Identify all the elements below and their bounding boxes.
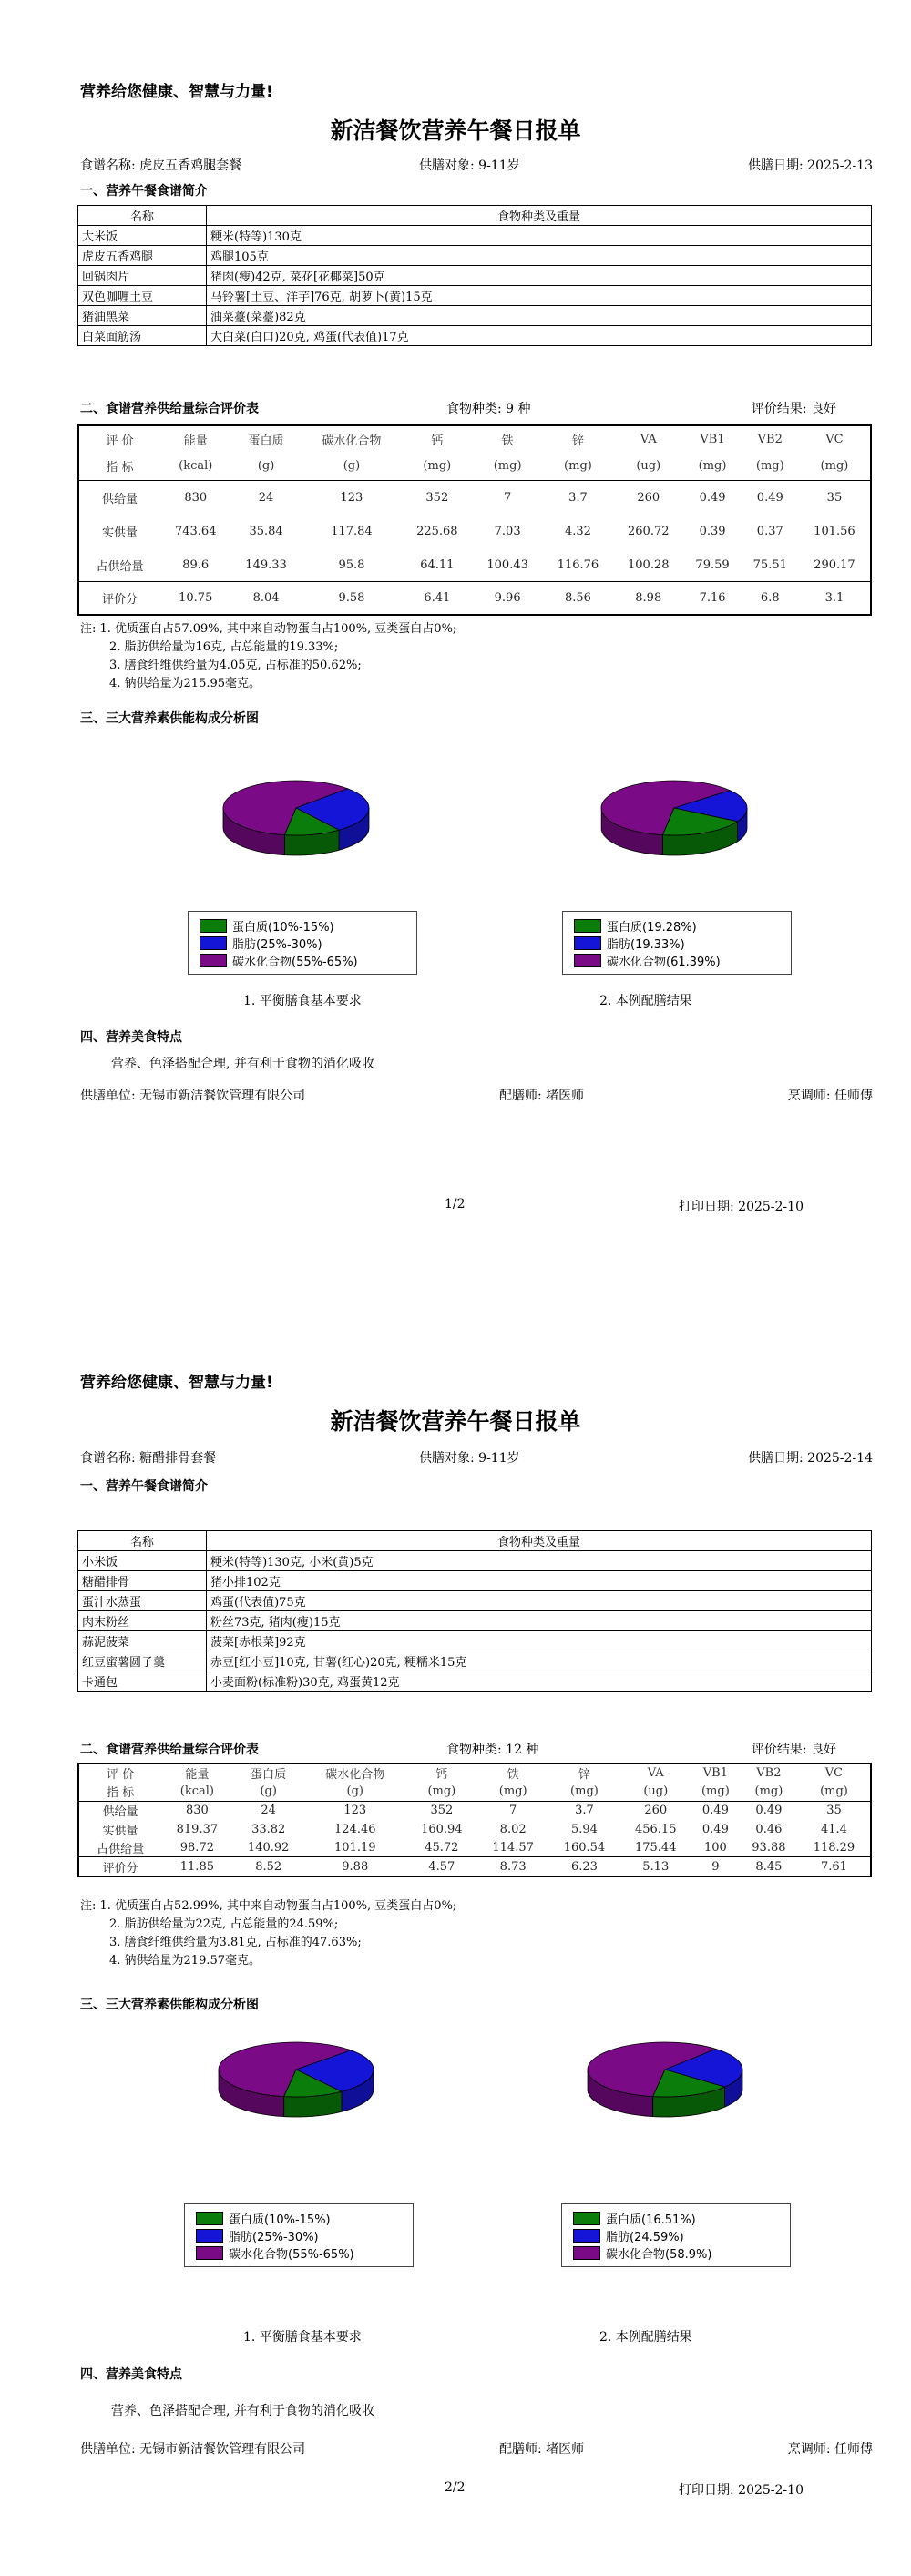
nutrition-table	[77, 424, 872, 616]
nutrition-cell: 100.43	[486, 557, 528, 572]
nutrition-unit-cell: (mg)	[820, 1784, 848, 1799]
nutrition-cell: 95.8	[338, 557, 365, 572]
nutrition-cell: 123	[304, 1801, 406, 1820]
nutrition-cell: 24	[230, 480, 301, 516]
print-date: 打印日期: 2025-2-10	[679, 2483, 804, 2498]
nutrition-header-cell: 评 价	[107, 1768, 135, 1783]
nutrition-cell: 实供量	[102, 1824, 138, 1838]
nutrition-table	[77, 1763, 872, 1877]
dish-ingredients: 大白菜(白口)20克, 鸡蛋(代表值)17克	[207, 326, 872, 346]
chef: 烹调师: 任师傅	[787, 2442, 873, 2457]
menu-table	[77, 1530, 872, 1692]
legend-label: 脂肪(25%-30%)	[229, 2231, 319, 2244]
nutrition-unit-row	[78, 453, 871, 480]
nutrition-cell: 114.57	[492, 1840, 534, 1855]
nutrition-cell: 100.28	[628, 557, 670, 572]
nutrition-header-cell: VA	[640, 433, 657, 446]
legend-standard	[184, 2203, 414, 2267]
menu-row	[78, 266, 872, 286]
nutrition-cell: 6.41	[402, 582, 472, 615]
dish-name: 虎皮五香鸡腿	[78, 246, 207, 266]
legend-swatch-fat	[574, 936, 601, 950]
nutrition-header-cell: VA	[647, 1766, 664, 1781]
note-line: 2. 脂肪供给量为22克, 占总能量的24.59%;	[109, 1917, 339, 1931]
nutrition-row-actual	[78, 516, 871, 548]
nutrition-cell: 290.17	[814, 557, 855, 572]
nutrition-cell: 260	[620, 1801, 691, 1820]
dish-name: 肉末粉丝	[78, 1611, 207, 1631]
note-line: 2. 脂肪供给量为16克, 占总能量的19.33%;	[109, 640, 339, 654]
nutrition-cell: 占供给量	[97, 1842, 145, 1856]
nutrition-cell: 占供给量	[96, 559, 144, 574]
nutrition-cell: 9.58	[302, 582, 402, 615]
feature-text: 营养、色泽搭配合理, 并有利于食物的消化吸收	[111, 1057, 374, 1071]
section-evaluation-title: 二、食谱营养供给量综合评价表	[80, 1743, 259, 1757]
nutrition-unit-cell: (mg)	[701, 1784, 730, 1799]
dish-name: 糖醋排骨	[78, 1571, 207, 1591]
serve-date: 供膳日期: 2025-2-14	[748, 1451, 873, 1466]
legend-swatch-carb	[574, 954, 601, 967]
legend-standard	[188, 911, 417, 975]
legend-swatch-fat	[196, 2229, 223, 2243]
legend-item	[573, 2244, 712, 2262]
dish-name: 红豆蜜薯圆子羹	[78, 1651, 207, 1671]
nutrition-cell: 830	[160, 480, 230, 516]
note-line: 4. 钠供给量为219.57毫克。	[109, 1954, 261, 1968]
legend-label: 脂肪(24.59%)	[606, 2231, 684, 2244]
section-feature-title: 四、营养美食特点	[80, 1030, 182, 1045]
menu-row	[78, 1551, 872, 1571]
nutrition-header-cell: VB1	[700, 433, 725, 446]
report-page-2	[0, 1312, 911, 2576]
nutrition-header-cell: VC	[825, 433, 844, 446]
nutrition-cell: 116.76	[557, 557, 599, 572]
dish-name: 卡通包	[78, 1671, 207, 1692]
nutrition-cell: 7.61	[798, 1857, 871, 1876]
legend-item	[574, 935, 685, 952]
nutrition-cell: 3.7	[548, 1801, 619, 1820]
nutrition-cell: 3.1	[799, 582, 871, 615]
nutrition-cell: 24	[233, 1801, 304, 1820]
nutrition-header-cell: 铁	[501, 434, 514, 448]
pie-chart-standard	[200, 2022, 392, 2141]
nutrition-cell: 225.68	[416, 525, 458, 539]
nutrition-cell: 7.16	[683, 582, 741, 615]
nutrition-row-score	[78, 582, 871, 615]
nutrition-unit-row	[78, 1783, 871, 1802]
nutrition-cell: 45.72	[425, 1840, 459, 1855]
nutrition-cell: 5.13	[620, 1857, 691, 1876]
report-title: 新洁餐饮营养午餐日报单	[330, 1408, 581, 1435]
nutrition-header-cell: VB1	[702, 1766, 728, 1781]
dish-ingredients: 鸡腿105克	[207, 246, 872, 266]
legend-swatch-carb	[196, 2246, 223, 2260]
nutrition-cell: 6.23	[548, 1857, 619, 1876]
nutrition-header-cell: 蛋白质	[248, 434, 284, 448]
target-group: 供膳对象: 9-11岁	[419, 158, 520, 173]
dish-name: 回锅肉片	[78, 266, 207, 286]
nutrition-row-percent	[78, 548, 871, 581]
legend-item	[574, 917, 697, 935]
dish-ingredients: 油菜薹(菜薹)82克	[207, 306, 872, 326]
nutrition-cell: 101.56	[814, 525, 855, 539]
nutrition-cell: 0.49	[742, 480, 799, 516]
note-line: 4. 钠供给量为215.95毫克。	[109, 677, 261, 690]
nutrition-unit-cell: (mg)	[698, 459, 727, 474]
nutrition-cell: 0.37	[756, 525, 783, 539]
nutrition-header-cell: 碳水化合物	[322, 434, 382, 448]
chef: 烹调师: 任师傅	[787, 1089, 873, 1103]
legend-item	[196, 2210, 331, 2227]
nutrition-header-cell: 锌	[571, 434, 584, 448]
slogan: 营养给您健康、智慧与力量!	[80, 1374, 273, 1392]
nutrition-header-cell: VB2	[757, 433, 783, 446]
nutrition-unit-cell: (mg)	[755, 459, 784, 474]
dish-name: 蒜泥菠菜	[78, 1631, 207, 1651]
nutrition-unit-cell: (mg)	[423, 459, 452, 474]
nutrition-cell: 9.96	[472, 582, 542, 615]
nutrition-cell: 0.49	[701, 1822, 729, 1836]
nutrition-unit-cell: (ug)	[636, 459, 661, 474]
nutrition-cell: 123	[302, 480, 402, 516]
legend-label: 碳水化合物(58.9%)	[606, 2248, 712, 2262]
section-feature-title: 四、营养美食特点	[80, 2367, 182, 2382]
nutrition-header-row	[78, 1763, 871, 1783]
nutrition-row-supply	[78, 1801, 871, 1820]
menu-header-row	[78, 206, 872, 226]
chart-caption-actual: 2. 本例配膳结果	[599, 994, 692, 1008]
nutrition-unit-cell: (kcal)	[179, 459, 213, 474]
nutrition-cell: 75.51	[752, 557, 787, 572]
legend-label: 碳水化合物(61.39%)	[607, 956, 721, 969]
dietitian: 配膳师: 堵医师	[499, 1089, 585, 1103]
nutrition-header-cell: 锌	[578, 1768, 590, 1783]
dish-ingredients: 鸡蛋(代表值)75克	[207, 1591, 872, 1611]
nutrition-cell: 8.98	[613, 582, 683, 615]
menu-table	[77, 205, 872, 346]
nutrition-cell: 830	[161, 1801, 232, 1820]
legend-actual	[561, 2203, 791, 2267]
serve-date: 供膳日期: 2025-2-13	[748, 158, 873, 173]
nutrition-cell: 352	[406, 1801, 477, 1820]
chart-caption-standard: 1. 平衡膳食基本要求	[243, 994, 362, 1008]
legend-label: 碳水化合物(55%-65%)	[232, 956, 358, 969]
legend-item	[573, 2227, 684, 2242]
nutrition-header-cell: 能量	[183, 434, 208, 448]
nutrition-cell: 160.94	[421, 1822, 463, 1836]
dish-ingredients: 粳米(特等)130克	[207, 226, 872, 246]
dish-ingredients: 粉丝73克, 猪肉(瘦)15克	[207, 1611, 872, 1631]
dietitian: 配膳师: 堵医师	[499, 2442, 585, 2457]
nutrition-row-score	[78, 1857, 871, 1876]
nutrition-header-cell: 评 价	[106, 434, 134, 448]
menu-row	[78, 326, 872, 346]
nutrition-cell: 260	[613, 480, 683, 516]
nutrition-cell: 175.44	[634, 1840, 677, 1855]
target-group: 供膳对象: 9-11岁	[419, 1451, 520, 1466]
food-type-count: 食物种类: 9 种	[446, 402, 531, 416]
nutrition-unit-cell: 指 标	[106, 461, 134, 475]
nutrition-cell: 352	[402, 480, 472, 516]
nutrition-header-cell: 碳水化合物	[325, 1768, 385, 1783]
evaluation-result: 评价结果: 良好	[751, 402, 836, 416]
nutrition-cell: 8.45	[740, 1857, 798, 1876]
legend-label: 脂肪(19.33%)	[607, 938, 685, 952]
nutrition-cell: 100	[703, 1840, 727, 1855]
menu-row	[78, 1651, 872, 1671]
legend-swatch-carb	[200, 954, 227, 967]
section-chart-title: 三、三大营养素供能构成分析图	[80, 711, 259, 726]
nutrition-cell: 93.88	[752, 1840, 786, 1855]
supplier-unit: 供膳单位: 无锡市新洁餐饮管理有限公司	[80, 2442, 306, 2457]
nutrition-cell: 33.82	[251, 1822, 286, 1836]
nutrition-cell: 6.8	[742, 582, 799, 615]
legend-label: 蛋白质(16.51%)	[606, 2213, 696, 2227]
supplier-unit: 供膳单位: 无锡市新洁餐饮管理有限公司	[80, 1089, 306, 1103]
nutrition-cell: 7	[477, 1801, 548, 1820]
nutrition-row-supply	[78, 480, 871, 516]
nutrition-unit-cell: (g)	[346, 1784, 363, 1799]
legend-actual	[562, 911, 792, 975]
nutrition-cell: 79.59	[695, 557, 730, 572]
nutrition-cell: 35	[799, 480, 871, 516]
note-line: 注: 1. 优质蛋白占57.09%, 其中来自动物蛋白占100%, 豆类蛋白占0%;	[80, 622, 457, 636]
nutrition-cell: 101.19	[334, 1840, 376, 1855]
pie-chart-actual	[569, 2022, 761, 2141]
menu-row	[78, 306, 872, 326]
menu-row	[78, 246, 872, 266]
dish-ingredients: 猪小排102克	[207, 1571, 872, 1591]
menu-row	[78, 286, 872, 306]
note-line: 注: 1. 优质蛋白占52.99%, 其中来自动物蛋白占100%, 豆类蛋白占0%;	[80, 1899, 457, 1913]
evaluation-result: 评价结果: 良好	[751, 1743, 836, 1757]
legend-item	[196, 2244, 354, 2262]
legend-swatch-fat	[573, 2229, 600, 2243]
page-number: 1/2	[445, 1197, 466, 1211]
nutrition-cell: 35.84	[249, 525, 283, 539]
nutrition-unit-cell: (kcal)	[179, 1784, 214, 1799]
nutrition-row-actual	[78, 1820, 871, 1839]
nutrition-unit-cell: (mg)	[570, 1784, 599, 1799]
nutrition-unit-cell: 指 标	[107, 1786, 135, 1801]
report-title: 新洁餐饮营养午餐日报单	[330, 118, 581, 144]
nutrition-header-cell: 铁	[507, 1768, 519, 1783]
note-line: 3. 膳食纤维供给量为3.81克, 占标准的47.63%;	[109, 1936, 362, 1949]
nutrition-cell: 8.52	[233, 1857, 304, 1876]
legend-swatch-protein	[574, 919, 601, 933]
nutrition-unit-cell: (mg)	[820, 459, 849, 474]
menu-row	[78, 226, 872, 246]
legend-item	[200, 952, 358, 969]
nutrition-cell: 实供量	[102, 526, 138, 541]
nutrition-cell: 0.49	[740, 1801, 798, 1820]
nutrition-cell: 98.72	[179, 1840, 214, 1855]
legend-swatch-protein	[196, 2212, 223, 2225]
slogan: 营养给您健康、智慧与力量!	[80, 83, 273, 101]
dish-name: 猪油黑菜	[78, 306, 207, 326]
nutrition-cell: 4.57	[406, 1857, 477, 1876]
dish-name: 大米饭	[78, 226, 207, 246]
nutrition-unit-cell: (g)	[257, 459, 275, 474]
legend-label: 蛋白质(19.28%)	[607, 921, 697, 935]
nutrition-cell: 743.64	[174, 525, 217, 539]
nutrition-cell: 评价分	[78, 582, 160, 615]
menu-row	[78, 1571, 872, 1591]
nutrition-header-cell: 蛋白质	[251, 1768, 287, 1783]
nutrition-cell: 35	[798, 1801, 871, 1820]
nutrition-unit-cell: (g)	[260, 1784, 277, 1799]
nutrition-cell: 819.37	[176, 1822, 219, 1836]
menu-row	[78, 1671, 872, 1692]
nutrition-header-row	[78, 425, 871, 453]
notes	[80, 620, 456, 693]
nutrition-unit-cell: (ug)	[643, 1784, 669, 1799]
dish-ingredients: 赤豆[红小豆]10克, 甘薯(红心)20克, 粳糯米15克	[207, 1651, 872, 1671]
nutrition-cell: 7.03	[494, 525, 521, 539]
nutrition-unit-cell: (mg)	[493, 459, 522, 474]
pie-chart-standard	[205, 761, 387, 879]
legend-label: 蛋白质(10%-15%)	[232, 921, 334, 935]
legend-label: 脂肪(25%-30%)	[232, 938, 322, 952]
nutrition-unit-cell: (mg)	[754, 1784, 783, 1799]
nutrition-cell: 160.54	[563, 1840, 606, 1855]
dish-name: 双色咖喱土豆	[78, 286, 207, 306]
section-evaluation-title: 二、食谱营养供给量综合评价表	[80, 402, 259, 416]
nutrition-cell: 118.29	[813, 1840, 855, 1855]
menu-row	[78, 1591, 872, 1611]
nutrition-cell: 3.7	[543, 480, 613, 516]
nutrition-cell: 0.39	[699, 525, 726, 539]
dish-name: 蛋汁水蒸蛋	[78, 1591, 207, 1611]
section-menu-title: 一、营养午餐食谱简介	[80, 1479, 208, 1494]
nutrition-unit-cell: (mg)	[498, 1784, 527, 1799]
nutrition-cell: 供给量	[78, 1801, 161, 1820]
dish-ingredients: 菠菜[赤根菜]92克	[207, 1631, 872, 1651]
nutrition-cell: 5.94	[570, 1822, 598, 1836]
nutrition-header-cell: 钙	[431, 434, 444, 448]
legend-item	[196, 2227, 319, 2242]
nutrition-cell: 0.49	[691, 1801, 740, 1820]
nutrition-cell: 8.73	[477, 1857, 548, 1876]
nutrition-header-cell: 能量	[185, 1768, 210, 1783]
legend-item	[574, 952, 721, 969]
legend-label: 碳水化合物(55%-65%)	[229, 2248, 354, 2262]
menu-row	[78, 1631, 872, 1651]
nutrition-cell: 456.15	[634, 1822, 677, 1836]
nutrition-cell: 供给量	[78, 480, 160, 516]
dish-ingredients: 小麦面粉(标准粉)30克, 鸡蛋黄12克	[207, 1671, 872, 1692]
nutrition-header-cell: 钙	[435, 1768, 448, 1783]
dish-name: 小米饭	[78, 1551, 207, 1571]
dish-ingredients: 马铃薯[土豆、洋芋]76克, 胡萝卜(黄)15克	[207, 286, 872, 306]
nutrition-cell: 89.6	[182, 557, 210, 572]
legend-item	[200, 935, 322, 952]
menu-header-ingredients: 食物种类及重量	[207, 1531, 872, 1551]
nutrition-cell: 11.85	[161, 1857, 232, 1876]
nutrition-header-cell: VB2	[756, 1766, 782, 1781]
menu-row	[78, 1611, 872, 1631]
pie-chart-actual	[583, 761, 765, 879]
nutrition-cell: 0.49	[683, 480, 741, 516]
nutrition-cell: 8.02	[499, 1822, 527, 1836]
chart-caption-actual: 2. 本例配膳结果	[599, 2330, 692, 2345]
nutrition-cell: 64.11	[420, 557, 455, 572]
recipe-name: 食谱名称: 虎皮五香鸡腿套餐	[80, 158, 242, 173]
nutrition-cell: 41.4	[820, 1822, 847, 1836]
dish-ingredients: 粳米(特等)130克, 小米(黄)5克	[207, 1551, 872, 1571]
nutrition-cell: 9	[691, 1857, 740, 1876]
recipe-name: 食谱名称: 糖醋排骨套餐	[80, 1451, 217, 1466]
nutrition-cell: 0.46	[755, 1822, 783, 1836]
feature-text: 营养、色泽搭配合理, 并有利于食物的消化吸收	[111, 2404, 374, 2418]
menu-header-name: 名称	[78, 206, 207, 226]
legend-swatch-fat	[200, 936, 227, 950]
legend-item	[200, 917, 334, 935]
nutrition-unit-cell: (g)	[343, 459, 361, 474]
note-line: 3. 膳食纤维供给量为4.05克, 占标准的50.62%;	[109, 659, 362, 672]
menu-header-ingredients: 食物种类及重量	[207, 206, 872, 226]
nutrition-cell: 7	[472, 480, 542, 516]
nutrition-cell: 140.92	[247, 1840, 290, 1855]
nutrition-cell: 124.46	[334, 1822, 376, 1836]
nutrition-cell: 260.72	[628, 525, 670, 539]
nutrition-cell: 4.32	[564, 525, 591, 539]
print-date: 打印日期: 2025-2-10	[679, 1200, 804, 1214]
nutrition-row-percent	[78, 1838, 871, 1857]
page-number: 2/2	[445, 2480, 466, 2495]
section-menu-title: 一、营养午餐食谱简介	[80, 184, 208, 199]
dish-name: 白菜面筋汤	[78, 326, 207, 346]
dish-ingredients: 猪肉(瘦)42克, 菜花[花椰菜]50克	[207, 266, 872, 286]
legend-swatch-carb	[573, 2246, 600, 2260]
nutrition-cell: 评价分	[78, 1857, 161, 1876]
menu-header-row	[78, 1531, 872, 1551]
legend-label: 蛋白质(10%-15%)	[229, 2213, 331, 2227]
menu-header-name: 名称	[78, 1531, 207, 1551]
nutrition-cell: 149.33	[245, 557, 287, 572]
food-type-count: 食物种类: 12 种	[446, 1743, 539, 1757]
nutrition-unit-cell: (mg)	[427, 1784, 456, 1799]
notes	[80, 1897, 456, 1970]
nutrition-header-cell: VC	[824, 1766, 844, 1781]
chart-caption-standard: 1. 平衡膳食基本要求	[243, 2330, 362, 2345]
nutrition-cell: 10.75	[160, 582, 230, 615]
nutrition-cell: 8.56	[543, 582, 613, 615]
legend-swatch-protein	[200, 919, 227, 933]
section-chart-title: 三、三大营养素供能构成分析图	[80, 1998, 259, 2012]
nutrition-cell: 9.88	[304, 1857, 406, 1876]
nutrition-cell: 117.84	[331, 525, 373, 539]
legend-item	[573, 2210, 696, 2227]
nutrition-unit-cell: (mg)	[564, 459, 592, 474]
legend-swatch-protein	[573, 2212, 600, 2225]
nutrition-cell: 8.04	[230, 582, 301, 615]
